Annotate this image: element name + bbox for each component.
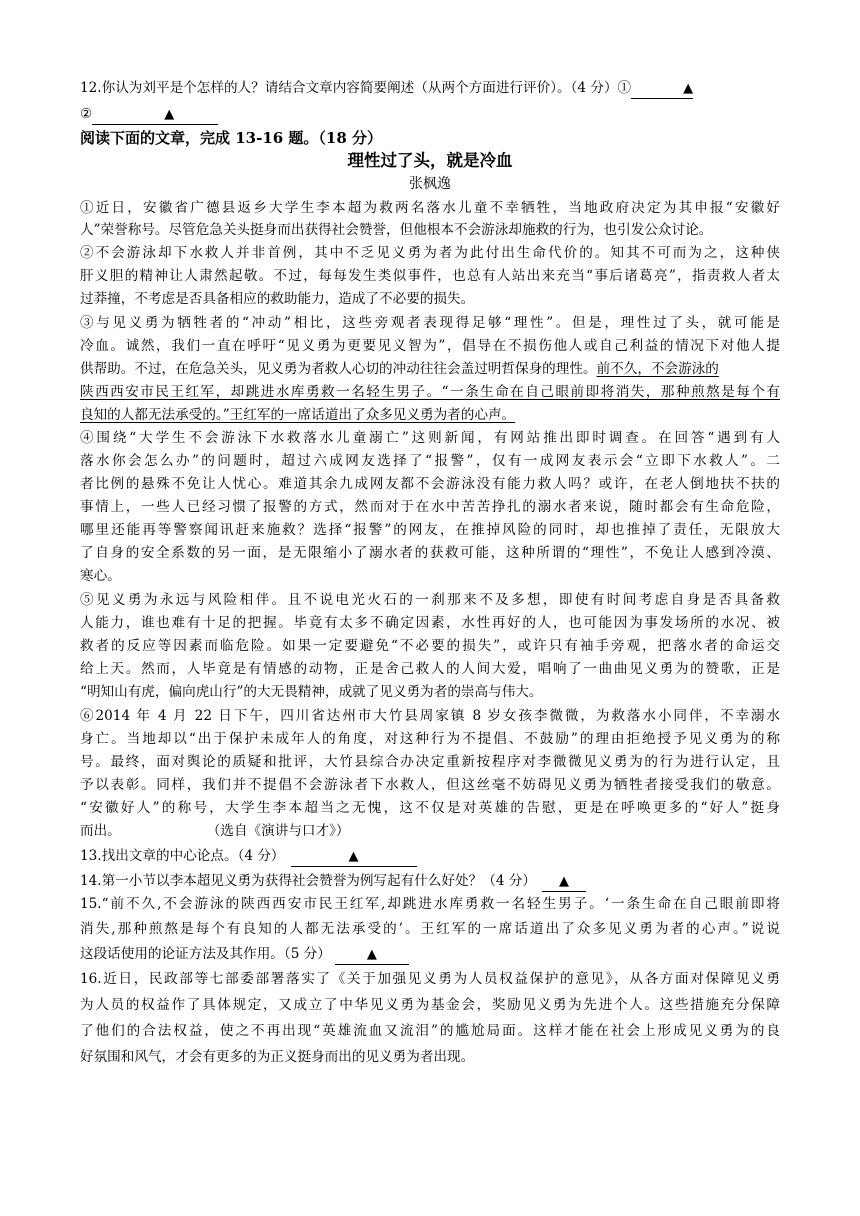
answer-blank-5[interactable]	[335, 946, 409, 965]
underlined-passage: 良知的人都无法承受的。”王红军的一席话道出了众多见义勇为者的心声。	[80, 407, 516, 423]
item-number-2: ②	[80, 106, 93, 122]
underlined-passage: 前不久，不会游泳的	[596, 361, 719, 377]
paragraph-4-line: ④围绕“大学生不会游泳下水救落水儿童溺亡”这则新闻，有网站推出即时调查。在回答“遇到有人	[80, 430, 780, 446]
question-14-text: 14.第一小节以李本超见义勇为获得社会赞誉为例写起有什么好处？（4 分）	[80, 873, 536, 889]
question-15-line	[80, 943, 780, 965]
question-13-text: 13.找出文章的中心论点。（4 分）	[80, 848, 285, 864]
article-source: （选自《演讲与口才》）	[206, 823, 350, 839]
question-16-line: 16.近日，民政部等七部委部署落实了《关于加强见义勇为人员权益保护的意见》，从各方面对保障见义勇	[80, 971, 780, 987]
paragraph-4-line: 者比例的悬殊不免让人忧心。难道其余九成网友都不会游泳没有能力救人吗？或许，在老人倒地扶不扶的	[80, 476, 780, 492]
paragraph-3-text: 供帮助。不过，在危急关头，见义勇为者救人心切的冲动往往会盖过明哲保身的理性。	[80, 361, 597, 377]
paragraph-3-line: 冷血。诚然，我们一直在呼吁“见义勇为更要见义智为”，倡导在不损伤他人或自己利益的情况下对他人提	[80, 338, 780, 354]
paragraph-5-line: 人能力，谁也难有十足的把握。毕竟有太多不确定因素，水性再好的人，也可能因为事发场所的水况、被	[80, 615, 780, 631]
paragraph-4-line: 落水你会怎么办”的问题时，超过六成网友选择了“报警”，仅有一成网友表示会“立即下水救人”。二	[80, 453, 780, 469]
question-15-text: 这段话使用的论证方法及其作用。（5 分）	[80, 946, 331, 962]
paragraph-1-line: 人”荣誉称号。尽管危急关头挺身而出获得社会赞誉，但他根本不会游泳却施救的行为，也引发公众讨论。	[80, 222, 713, 238]
section-heading: 阅读下面的文章，完成 13-16 题。（18 分）	[80, 129, 383, 147]
answer-blank-4[interactable]	[542, 873, 586, 892]
paragraph-2-line: 过莽撞，不考虑是否具备相应的救助能力，造成了不必要的损失。	[80, 291, 475, 307]
question-13	[80, 845, 780, 867]
answer-marker: ▲	[366, 947, 377, 962]
question-16-line: 为人员的权益作了具体规定，又成立了中华见义勇为基金会，奖励见义勇为先进个人。这些措施充分保障	[80, 997, 780, 1013]
paragraph-2-line: ②不会游泳却下水救人并非首例，其中不乏见义勇为者为此付出生命代价的。知其不可而为之，这种侠	[80, 245, 780, 261]
answer-blank-2[interactable]	[92, 106, 218, 125]
paragraph-6-line	[80, 820, 780, 842]
answer-marker: ▲	[348, 849, 359, 864]
question-12-part-2	[80, 103, 780, 125]
paragraph-2-line: 肝义胆的精神让人肃然起敬。不过，每每发生类似事件，也总有人站出来充当“事后诸葛亮”，指责救人者太	[80, 268, 780, 284]
question-15-line: 15.“前不久,不会游泳的陕西西安市民王红军,却跳进水库勇救一名轻生男子。‘一条生命在自己眼前即将	[80, 896, 780, 912]
paragraph-5-line: “明知山有虎，偏向虎山行”的大无畏精神，成就了见义勇为者的崇高与伟大。	[80, 684, 543, 700]
article-title: 理性过了头，就是冷血	[347, 151, 513, 170]
paragraph-4-line: 哪里还能再等警察闻讯赶来施救？选择“报警”的网友，在推掉风险的同时，却也推掉了责任，无限放大	[80, 522, 780, 538]
answer-marker: ▲	[683, 81, 694, 96]
underlined-passage: 陕西西安市民王红军，却跳进水库勇救一名轻生男子。“一条生命在自己眼前即将消失，那种煎熬是每个有	[80, 384, 780, 400]
paragraph-5-line: 救者的反应等因素而临危险。如果一定要避免“不必要的损失”，或许只有袖手旁观，把落水者的命运交	[80, 638, 780, 654]
answer-marker: ▲	[164, 107, 175, 122]
answer-marker: ▲	[559, 874, 569, 889]
answer-blank-3[interactable]	[291, 848, 417, 867]
paragraph-6-text: 而出。	[80, 823, 121, 839]
question-12	[80, 77, 780, 99]
paragraph-6-line: “安徽好人”的称号，大学生李本超当之无愧，这不仅是对英雄的告慰，更是在呼唤更多的“好人”挺身	[80, 800, 780, 816]
paragraph-6-line: 号。最终，面对舆论的质疑和批评，大竹县综合办决定重新按程序对李微微见义勇为的行为进行认定，且	[80, 754, 780, 770]
paragraph-4-line: 事情上，一些人已经习惯了报警的方式，然而对于在水中苦苦挣扎的溺水者来说，随时都会有生命危险，	[80, 499, 780, 515]
paragraph-4-line: 寒心。	[80, 568, 121, 584]
paragraph-6-line: 予以表彰。同样，我们并不提倡不会游泳者下水救人，但这丝毫不妨碍见义勇为牺牲者接受我们的敬意。	[80, 777, 780, 793]
question-15-line: 消失,那种煎熬是每个有良知的人都无法承受的’。王红军的一席话道出了众多见义勇为者的心声。”说说	[80, 921, 780, 937]
paragraph-5-line: ⑤见义勇为永远与风险相伴。且不说电光火石的一刹那来不及多想，即使有时间考虑自身是否具备救	[80, 592, 780, 608]
question-16-line: 好氛围和风气，才会有更多的为正义挺身而出的见义勇为者出现。	[80, 1049, 475, 1065]
paragraph-6-line: 身亡。当地却以“出于保护未成年人的角度，对这种行为不提倡、不鼓励”的理由拒绝授予见义勇为的称	[80, 731, 780, 747]
paragraph-1-line: ①近日，安徽省广德县返乡大学生李本超为救两名落水儿童不幸牺牲，当地政府决定为其申报“安徽好	[80, 200, 780, 216]
answer-blank-1[interactable]	[631, 80, 693, 99]
article-author: 张枫逸	[409, 176, 451, 192]
paragraph-4-line: 了自身的安全系数的另一面，是无限缩小了溺水者的获救可能，这种所谓的“理性”，不免让人感到冷漠、	[80, 545, 780, 561]
paragraph-6-line: ⑥2014 年 4 月 22 日下午，四川省达州市大竹县周家镇 8 岁女孩李微微，为救落水小同伴，不幸溺水	[80, 708, 780, 724]
paragraph-3-line: ③与见义勇为牺牲者的“冲动”相比，这些旁观者表现得足够“理性”。但是，理性过了头，就可能是	[80, 315, 780, 331]
paragraph-3-line	[80, 358, 780, 380]
question-12-text: 12.你认为刘平是个怎样的人？请结合文章内容简要阐述（从两个方面进行评价）。（4 分）①	[80, 80, 632, 96]
paragraph-5-line: 给上天。然而，人毕竟是有情感的动物，正是舍己救人的人间大爱，唱响了一曲曲见义勇为的赞歌，正是	[80, 661, 780, 677]
question-16-line: 了他们的合法权益，使之不再出现“英雄流血又流泪”的尴尬局面。这样才能在社会上形成见义勇为的良	[80, 1023, 780, 1039]
question-14	[80, 870, 780, 892]
